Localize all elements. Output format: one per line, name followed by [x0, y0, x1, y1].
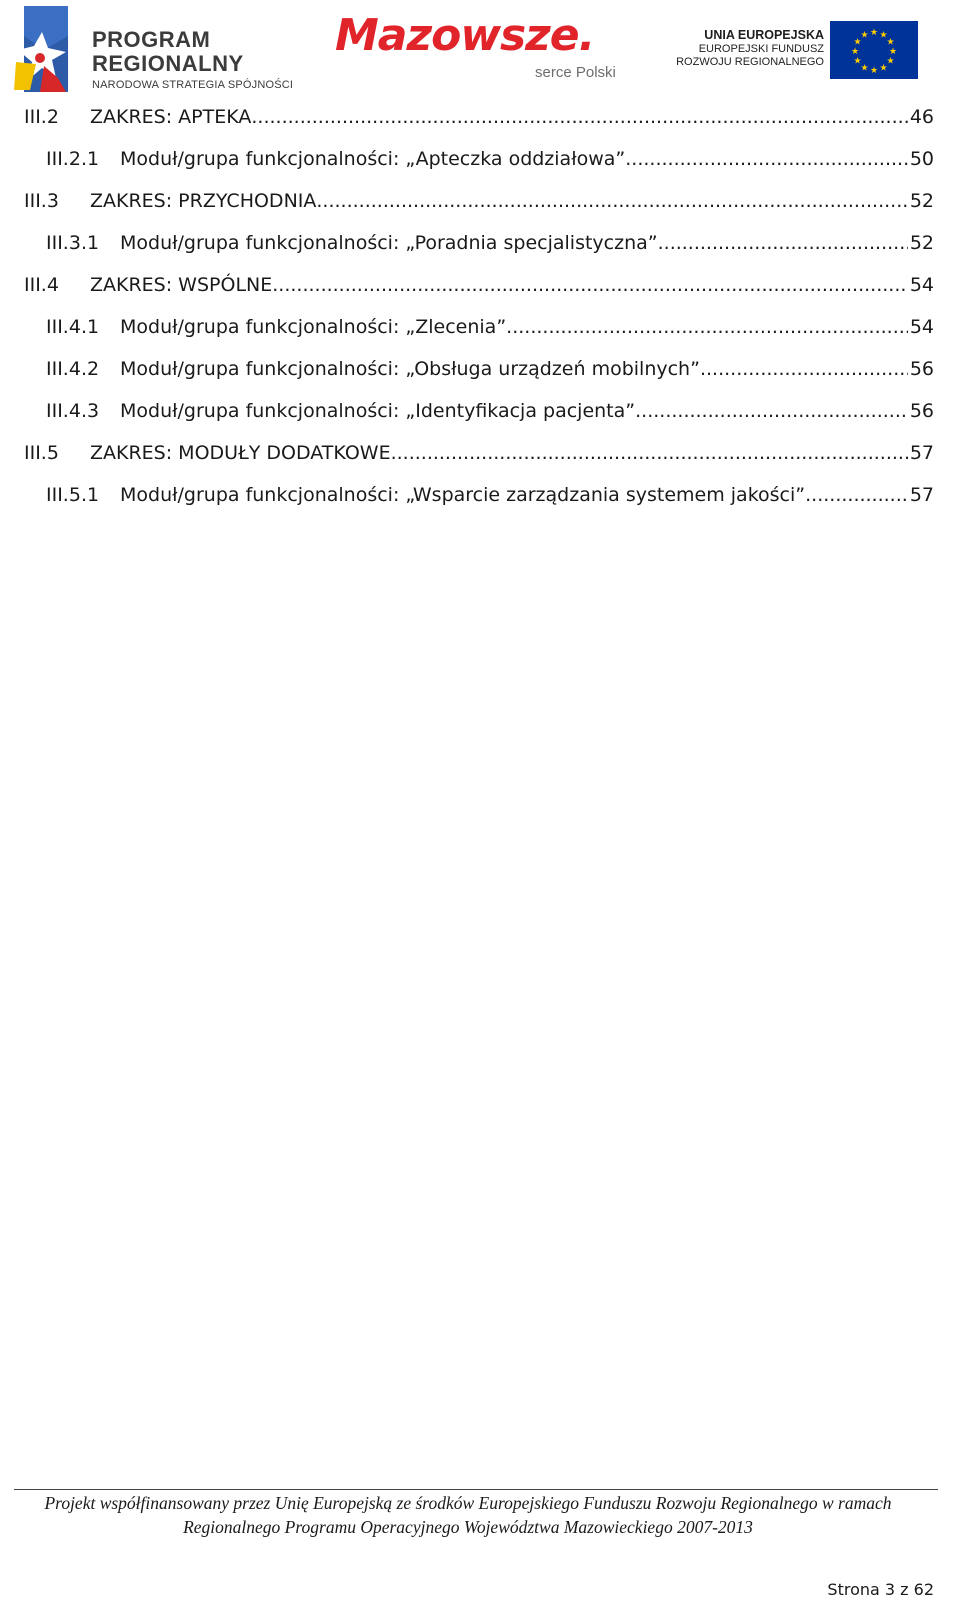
program-regionalny-logo — [14, 6, 304, 92]
toc-leader-dots — [805, 484, 908, 506]
toc-entry-page: 50 — [909, 148, 934, 170]
toc-entry[interactable] — [24, 348, 934, 390]
program-regionalny-star-icon — [14, 6, 72, 92]
toc-entry[interactable] — [24, 390, 934, 432]
toc-entry-page: 57 — [909, 442, 934, 464]
toc-entry-number: III.2 — [24, 106, 59, 128]
toc-entry-title: ZAKRES: APTEKA — [90, 106, 252, 128]
toc-entry[interactable] — [24, 474, 934, 516]
toc-entry-page: 52 — [909, 190, 934, 212]
toc-entry[interactable] — [24, 96, 934, 138]
svg-text:★: ★ — [860, 30, 869, 41]
toc-entry-number: III.2.1 — [46, 148, 100, 170]
toc-entry-number: III.4 — [24, 274, 59, 296]
toc-entry-number: III.4.3 — [46, 400, 100, 422]
toc-entry-page: 54 — [909, 316, 934, 338]
footer-divider — [14, 1489, 938, 1490]
footer-funding-line1: Projekt współfinansowany przez Unię Europejską ze środków Europejskiego Funduszu Rozwoju Regionalnego w ramach — [44, 1493, 892, 1513]
toc-entry[interactable] — [24, 306, 934, 348]
svg-text:★: ★ — [869, 66, 879, 76]
toc-entry-number: III.3 — [24, 190, 59, 212]
toc-entry-title: Moduł/grupa funkcjonalności: „Identyfikacja pacjenta” — [120, 400, 636, 422]
toc-entry-page: 46 — [909, 106, 934, 128]
eu-flag-icon — [830, 21, 918, 79]
program-logo-line3: NARODOWA STRATEGIA SPÓJNOŚCI — [92, 79, 294, 91]
toc-entry-title: Moduł/grupa funkcjonalności: „Wsparcie zarządzania systemem jakości” — [120, 484, 806, 506]
toc-entry-title: ZAKRES: WSPÓLNE — [90, 274, 273, 296]
toc-entry[interactable] — [24, 264, 934, 306]
toc-entry[interactable] — [24, 180, 934, 222]
table-of-contents — [24, 96, 934, 516]
toc-entry-title: Moduł/grupa funkcjonalności: „Poradnia specjalistyczna” — [120, 232, 658, 254]
svg-text:★: ★ — [879, 63, 888, 74]
svg-text:★: ★ — [886, 37, 895, 48]
toc-entry[interactable] — [24, 222, 934, 264]
svg-text:★: ★ — [850, 47, 860, 57]
toc-entry-number: III.3.1 — [46, 232, 100, 254]
toc-leader-dots — [625, 148, 908, 170]
toc-entry-title: ZAKRES: MODUŁY DODATKOWE — [90, 442, 391, 464]
toc-leader-dots — [700, 358, 908, 380]
toc-entry-title: Moduł/grupa funkcjonalności: „Zlecenia” — [120, 316, 507, 338]
svg-text:★: ★ — [869, 28, 879, 38]
toc-entry-page: 57 — [909, 484, 934, 506]
toc-entry-title: Moduł/grupa funkcjonalności: „Apteczka oddziałowa” — [120, 148, 626, 170]
toc-entry-number: III.4.2 — [46, 358, 100, 380]
page-header — [0, 0, 960, 95]
toc-leader-dots — [635, 400, 908, 422]
toc-entry-page: 54 — [909, 274, 934, 296]
toc-leader-dots — [272, 274, 908, 296]
svg-text:★: ★ — [853, 56, 862, 67]
svg-text:★: ★ — [886, 56, 895, 67]
program-logo-line2: REGIONALNY — [92, 51, 244, 76]
eu-logo-line2: EUROPEJSKI FUNDUSZ — [698, 43, 824, 55]
toc-entry-number: III.4.1 — [46, 316, 100, 338]
eu-logo-line1: UNIA EUROPEJSKA — [704, 28, 824, 42]
eu-logo-text — [672, 28, 824, 69]
toc-leader-dots — [506, 316, 908, 338]
toc-leader-dots — [658, 232, 908, 254]
toc-leader-dots — [316, 190, 907, 212]
eu-logo-line3: ROZWOJU REGIONALNEGO — [676, 56, 824, 68]
toc-entry-title: Moduł/grupa funkcjonalności: „Obsługa urządzeń mobilnych” — [120, 358, 700, 380]
toc-leader-dots — [391, 442, 908, 464]
eu-logo — [672, 20, 922, 82]
toc-entry-number: III.5.1 — [46, 484, 100, 506]
mazowsze-wordmark: Mazowsze. — [335, 10, 595, 61]
svg-text:★: ★ — [860, 63, 869, 74]
svg-text:★: ★ — [879, 30, 888, 41]
toc-entry[interactable] — [24, 138, 934, 180]
svg-text:★: ★ — [853, 37, 862, 48]
toc-entry-title: ZAKRES: PRZYCHODNIA — [90, 190, 317, 212]
toc-entry-page: 56 — [909, 400, 934, 422]
program-logo-line1: PROGRAM — [92, 27, 211, 52]
mazowsze-logo — [335, 10, 635, 88]
mazowsze-tagline: serce Polski — [535, 64, 616, 81]
toc-leader-dots — [251, 106, 907, 128]
toc-entry-number: III.5 — [24, 442, 59, 464]
toc-entry[interactable] — [24, 432, 934, 474]
svg-text:★: ★ — [888, 47, 898, 57]
footer-funding-line2: Regionalnego Programu Operacyjnego Województwa Mazowieckiego 2007-2013 — [183, 1517, 753, 1537]
toc-entry-page: 56 — [909, 358, 934, 380]
toc-entry-page: 52 — [909, 232, 934, 254]
page-number: Strona 3 z 62 — [827, 1580, 934, 1599]
